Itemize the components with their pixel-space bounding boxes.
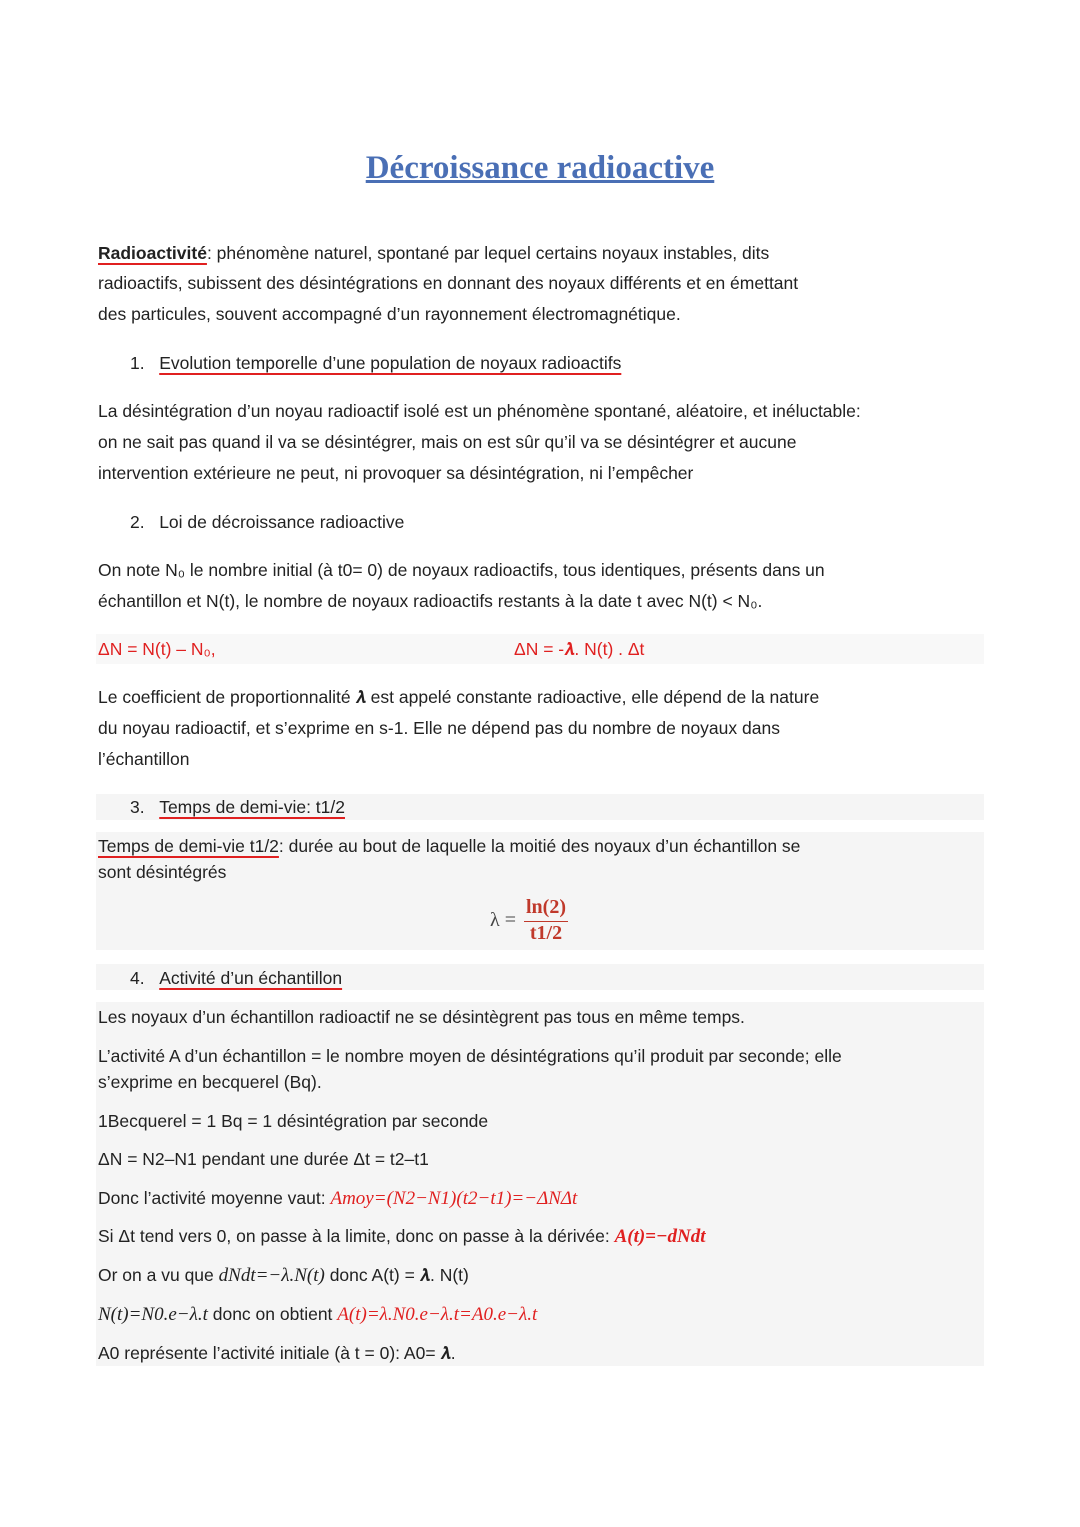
formula: dNdt=−λ.N(t) — [218, 1265, 325, 1286]
section-title: Activité d’un échantillon — [159, 968, 343, 988]
formula: N(t)=N0.e−λ.t — [98, 1304, 208, 1325]
formula: Amoy=(N2−N1)(t2−t1)=−ΔNΔt — [330, 1188, 578, 1209]
equation-decay-law: ΔN = -𝝀. N(t) . Δt — [514, 639, 645, 659]
section-2-heading — [130, 511, 404, 533]
paragraph-line: on ne sait pas quand il va se désintégrer, mais on est sûr qu’il va se désintégrer et aucune — [98, 432, 797, 452]
text: donc A(t) = 𝝀. N(t) — [324, 1265, 469, 1285]
section-number: 3. — [130, 797, 145, 817]
paragraph-line: On note N₀ le nombre initial (à t0= 0) de noyaux radioactifs, tous identiques, présents dans un — [98, 560, 825, 580]
paragraph-line: ΔN = N2–N1 pendant une durée Δt = t2–t1 — [98, 1149, 429, 1169]
text: Or on a vu que — [98, 1265, 219, 1285]
paragraph-line: A0 représente l’activité initiale (à t = 0): A0= 𝝀. — [98, 1343, 456, 1363]
section-number: 1. — [130, 353, 145, 373]
paragraph-line: La désintégration d’un noyau radioactif isolé est un phénomène spontané, aléatoire, et inéluctable: — [98, 401, 861, 421]
paragraph-line: Les noyaux d’un échantillon radioactif ne se désintègrent pas tous en même temps. — [98, 1007, 745, 1027]
intro-term: Radioactivité — [98, 243, 207, 263]
lambda-symbol: λ = — [490, 909, 516, 931]
section-title: Temps de demi-vie: t1/2 — [159, 797, 345, 817]
activity-line — [98, 1264, 469, 1287]
derivative-line — [98, 1225, 706, 1248]
average-activity-line — [98, 1187, 577, 1210]
equation-delta-n: ΔN = N(t) – N₀, — [98, 639, 216, 659]
paragraph-line: L’activité A d’un échantillon = le nombre moyen de désintégrations qu’il produit par seconde; elle — [98, 1046, 842, 1066]
intro-line — [98, 242, 970, 264]
section-number: 2. — [130, 512, 145, 532]
section-title: Evolution temporelle d’une population de noyaux radioactifs — [159, 353, 622, 373]
page-title: Décroissance radioactive — [365, 150, 715, 186]
paragraph-line: Le coefficient de proportionnalité 𝝀 est appelé constante radioactive, elle dépend de la nature — [98, 687, 820, 707]
formula: A(t)=λ.N0.e−λ.t=A0.e−λ.t — [337, 1304, 538, 1325]
section-title: Loi de décroissance radioactive — [159, 512, 405, 532]
paragraph-line: sont désintégrés — [98, 862, 227, 882]
text: Donc l’activité moyenne vaut: — [98, 1188, 331, 1208]
paragraph-line: du noyau radioactif, et s’exprime en s-1. Elle ne dépend pas du nombre de noyaux dans — [98, 718, 780, 738]
paragraph-line: 1Becquerel = 1 Bq = 1 désintégration par seconde — [98, 1111, 489, 1131]
section-3-heading — [130, 796, 345, 818]
paragraph-line: l’échantillon — [98, 749, 190, 769]
section-4-heading — [130, 967, 342, 989]
paragraph-line: intervention extérieure ne peut, ni provoquer sa désintégration, ni l’empêcher — [98, 463, 694, 483]
intro-line: radioactifs, subissent des désintégrations en donnant des noyaux différents et en émettant — [98, 273, 799, 293]
denominator: t1/2 — [529, 922, 563, 944]
lambda-formula — [490, 896, 568, 945]
paragraph-line: s’exprime en becquerel (Bq). — [98, 1072, 322, 1092]
numerator: ln(2) — [524, 896, 568, 922]
text: Si Δt tend vers 0, on passe à la limite, donc on passe à la dérivée: — [98, 1226, 615, 1246]
formula: A(t)=−dNdt — [614, 1226, 706, 1247]
section-number: 4. — [130, 968, 145, 988]
definition-term: Temps de demi-vie t1/2 — [98, 836, 279, 856]
intro-line: des particules, souvent accompagné d’un rayonnement électromagnétique. — [98, 304, 681, 324]
definition-text: : durée au bout de laquelle la moitié des noyaux d’un échantillon se — [278, 836, 801, 856]
half-life-definition — [98, 835, 800, 857]
intro-text: : phénomène naturel, spontané par lequel certains noyaux instables, dits — [206, 243, 770, 263]
paragraph-line: échantillon et N(t), le nombre de noyaux radioactifs restants à la date t avec N(t) < N₀. — [98, 591, 763, 611]
exponential-line — [98, 1303, 537, 1326]
text: donc on obtient — [207, 1304, 338, 1324]
section-1-heading — [130, 352, 621, 374]
